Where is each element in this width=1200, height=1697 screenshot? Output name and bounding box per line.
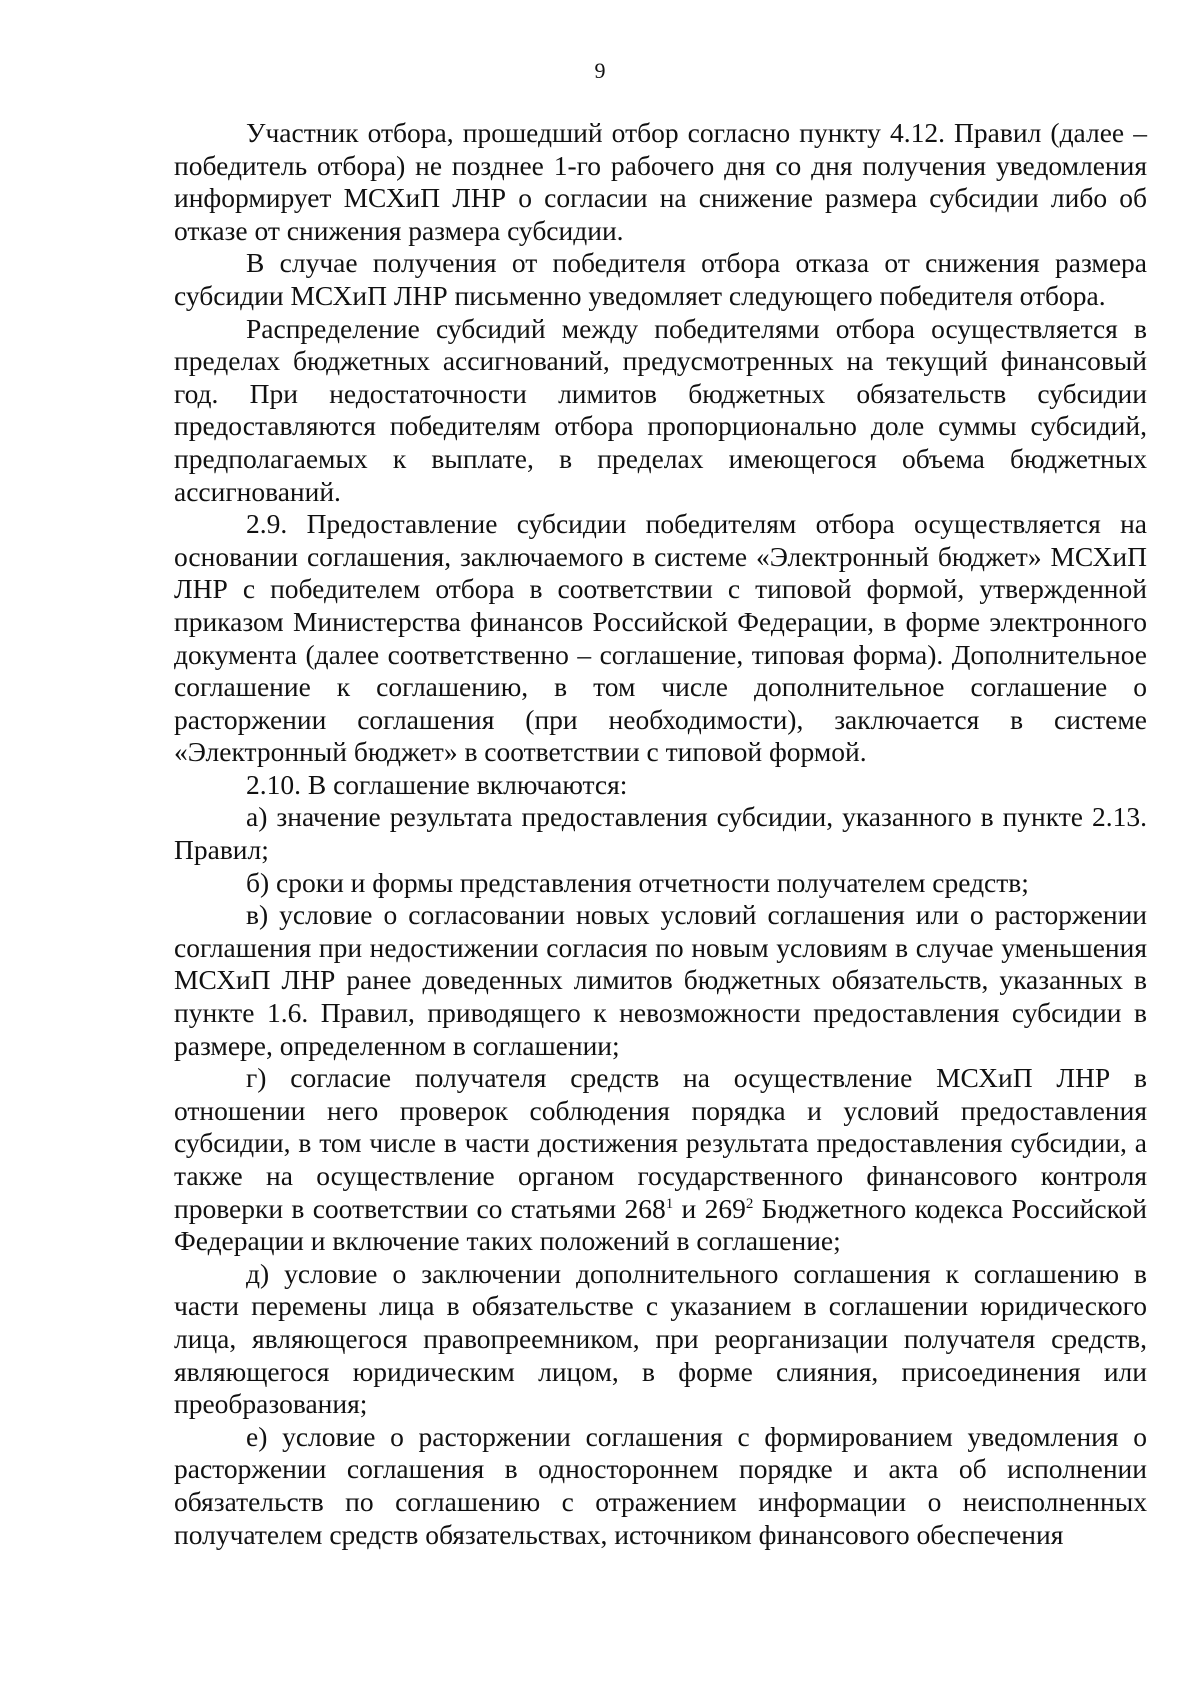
list-item-e: е) условие о расторжении соглашения с формированием уведомления о расторжении соглашения в одностороннем порядке и акта об исполнении обязательств по соглашению с отражением информации о неисполненных получателем средств обязательствах, источником финансового обеспечения [174, 1420, 1147, 1550]
list-item-g-text-middle: и 269 [673, 1192, 746, 1224]
list-item-g [174, 1062, 1147, 1258]
list-item-b: б) сроки и формы представления отчетности получателем средств; [246, 866, 1029, 898]
paragraph-2-9: 2.9. Предоставление субсидии победителям отбора осуществляется на основании соглашения, заключаемого в системе «Электронный бюджет» МСХиП ЛНР с победителем отбора в соответствии с типовой формой, утвержденной приказом Министерства финансов Российской Федерации, в форме электронного документа (далее соответственно – соглашение, типовая форма). Дополнительное соглашение к соглашению, в том числе дополнительное соглашение о расторжении соглашения (при необходимости), заключается в системе «Электронный бюджет» в соответствии с типовой формой. [174, 508, 1147, 768]
footnote-superscript-1: 1 [665, 1195, 674, 1212]
list-item-g-text-end: Бюджетного кодекса Российской Федерации и включение таких положений в соглашение; [174, 1192, 1148, 1257]
paragraph-2-10: 2.10. В соглашение включаются: [246, 768, 628, 800]
list-item-g-text-start: г) согласие получателя средств на осуществление МСХиП ЛНР в отношении него проверок соблюдения порядка и условий предоставления субсидии, в том числе в части достижения результата предоставления субсидии, а также на осуществление органом государственного финансового контроля проверки в соответствии со статьями 268 [174, 1062, 1147, 1224]
list-item-a: а) значение результата предоставления субсидии, указанного в пункте 2.13. Правил; [174, 801, 1147, 866]
document-body [174, 117, 1147, 1551]
footnote-superscript-2: 2 [745, 1195, 754, 1212]
paragraph-refusal: В случае получения от победителя отбора отказа от снижения размера субсидии МСХиП ЛНР письменно уведомляет следующего победителя отбора. [174, 247, 1147, 311]
list-item-d: д) условие о заключении дополнительного соглашения к соглашению в части перемены лица в обязательстве с указанием в соглашении юридического лица, являющегося правопреемником, при реорганизации получателя средств, являющегося юридическим лицом, в форме слияния, присоединения или преобразования; [174, 1257, 1147, 1420]
paragraph-winner-notification: Участник отбора, прошедший отбор согласно пункту 4.12. Правил (далее – победитель отбора) не позднее 1-го рабочего дня со дня получения уведомления информирует МСХиП ЛНР о согласии на снижение размера субсидии либо об отказе от снижения размера субсидии. [174, 117, 1147, 246]
list-item-v: в) условие о согласовании новых условий соглашения или о расторжении соглашения при недостижении согласия по новым условиям в случае уменьшения МСХиП ЛНР ранее доведенных лимитов бюджетных обязательств, указанных в пункте 1.6. Правил, приводящего к невозможности предоставления субсидии в размере, определенном в соглашении; [174, 899, 1147, 1061]
page-number: 9 [594, 58, 606, 83]
paragraph-distribution: Распределение субсидий между победителями отбора осуществляется в пределах бюджетных ассигнований, предусмотренных на текущий финансовый год. При недостаточности лимитов бюджетных обязательств субсидии предоставляются победителям отбора пропорционально доле суммы субсидий, предполагаемых к выплате, в пределах имеющегося объема бюджетных ассигнований. [174, 312, 1147, 507]
